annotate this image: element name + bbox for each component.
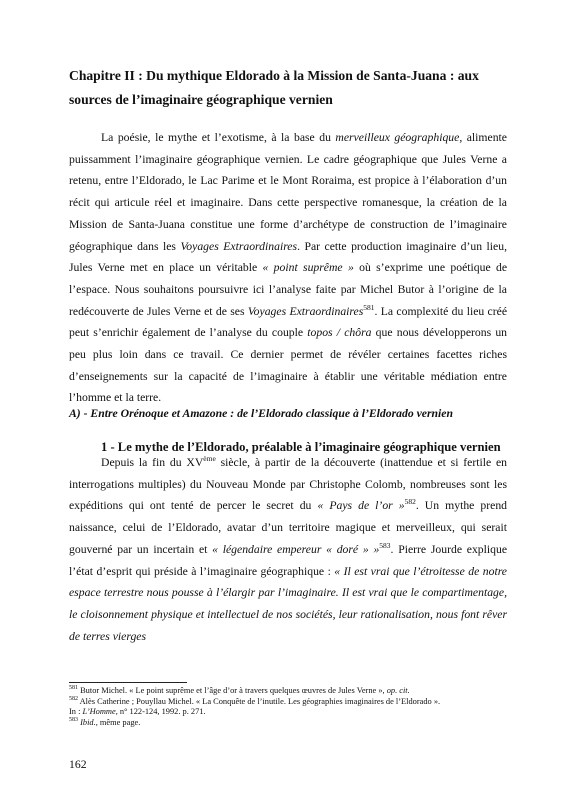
footnote-ref-582[interactable]: 582 bbox=[404, 497, 416, 507]
footnote-ibid: Ibid. bbox=[80, 717, 96, 727]
footnote-583 bbox=[69, 718, 509, 729]
italic-run: « Pays de l’or » bbox=[317, 499, 405, 513]
text-run: . Par cette production imaginaire d’un lieu, Jules Verne met en place un véritable bbox=[69, 239, 507, 275]
footnote-ref-583[interactable]: 583 bbox=[379, 540, 391, 550]
footnote-text: Butor Michel. « Le point suprême et l’âge d’or à travers quelques œuvres de Jules Verne », bbox=[78, 686, 387, 695]
footnote-581 bbox=[69, 686, 509, 697]
footnotes bbox=[69, 686, 509, 728]
footnote-number: 582 bbox=[69, 695, 78, 702]
subsection-heading: 1 - Le mythe de l’Eldorado, préalable à l’imaginaire géographique vernien bbox=[101, 440, 501, 454]
footnote-text: , même page. bbox=[95, 717, 141, 727]
text-run: La poésie, le mythe et l’exotisme, à la base du bbox=[101, 131, 336, 144]
page-number: 162 bbox=[69, 758, 87, 771]
italic-run: topos / chôra bbox=[307, 326, 372, 340]
italic-run: Voyages Extraordinaires bbox=[180, 239, 298, 253]
text-run: . Un mythe prend naissance, celui de l’Eldorado, avatar d’un territoire magique et merveilleux, qui serait gouverné par un incertain et bbox=[69, 499, 508, 556]
footnote-separator bbox=[69, 682, 187, 683]
text-run: Depuis la fin du XV bbox=[101, 456, 204, 469]
footnote-number: 581 bbox=[69, 685, 78, 692]
italic-run: « légendaire empereur « doré » » bbox=[212, 542, 380, 556]
footnote-text: In : bbox=[69, 707, 83, 717]
text-run: , alimente puissamment l’imaginaire géographique vernien. Le cadre géographique que Jules Verne a retenu, entre l’Eldorado, le Lac Parime et le Mont Roraima, est propice à l’élaboration d’un récit qui articule réel et imaginaire. Dans cette perspective romanesque, la création de la Mission de Santa-Juana constitue une forme d’archétype de construction de l’imaginaire géographique dans les bbox=[69, 131, 507, 253]
footnote-number: 583 bbox=[69, 716, 78, 723]
text-run: . Pierre Jourde explique l’état d’esprit qui préside à l’imaginaire géographique : bbox=[69, 542, 508, 578]
footnote-ref-581[interactable]: 581 bbox=[363, 302, 375, 312]
footnote-582 bbox=[69, 697, 509, 718]
italic-run: merveilleux géographique bbox=[335, 131, 460, 144]
section-heading: A) - Entre Orénoque et Amazone : de l’Eldorado classique à l’Eldorado vernien bbox=[69, 407, 453, 420]
text-run: que nous développerons un peu plus loin dans ce travail. Ce dernier permet de révéler certaines facettes riches d’enseignements sur la capacité de l’imaginaire à établir une véritable médiation entre l’homme et la terre. bbox=[69, 326, 508, 405]
footnote-text: Alès Catherine ; Pouyllau Michel. « La Conquête de l’inutile. Les géographies imaginaires de l’Eldorado ». bbox=[78, 696, 441, 706]
text-run: siècle, à partir de la découverte (inattendue et si fertile en interrogations multiples) du Nouveau Monde par Christophe Colomb, nombreuses sont les expéditions qui ont tenté de percer le secret du bbox=[69, 456, 507, 513]
text-run: . La complexité du lieu créé peut s’enrichir également de l’analyse du couple bbox=[69, 304, 508, 340]
italic-quote: « Il est vrai que l’étroitesse de notre espace terrestre nous pousse à l’élargir par l’imaginaire. Il est vrai que le compartimentage, le cloisonnement physique et intellectuel de nos sociétés, leur rationalisation, nous font rêver de terres vierges bbox=[69, 564, 507, 643]
journal-title: L’Homme bbox=[82, 707, 116, 717]
footnote-citation: op. cit. bbox=[386, 686, 410, 695]
eldorado-paragraph bbox=[69, 452, 507, 647]
superscript-eme: ème bbox=[203, 454, 216, 464]
footnote-text: , n° 122-124, 1992. p. 271. bbox=[115, 707, 206, 717]
italic-run: « point suprême » bbox=[262, 261, 354, 275]
intro-paragraph bbox=[69, 127, 507, 409]
italic-run: Voyages Extraordinaires bbox=[247, 304, 364, 318]
text-run: où s’exprime une poétique de l’espace. Nous souhaitons poursuivre ici l’analyse faite par Michel Butor à l’origine de la redécouverte de Jules Verne et de ses bbox=[69, 261, 508, 318]
chapter-title: Chapitre II : Du mythique Eldorado à la Mission de Santa-Juana : aux sources de l’imaginaire géographique vernien bbox=[69, 68, 479, 107]
